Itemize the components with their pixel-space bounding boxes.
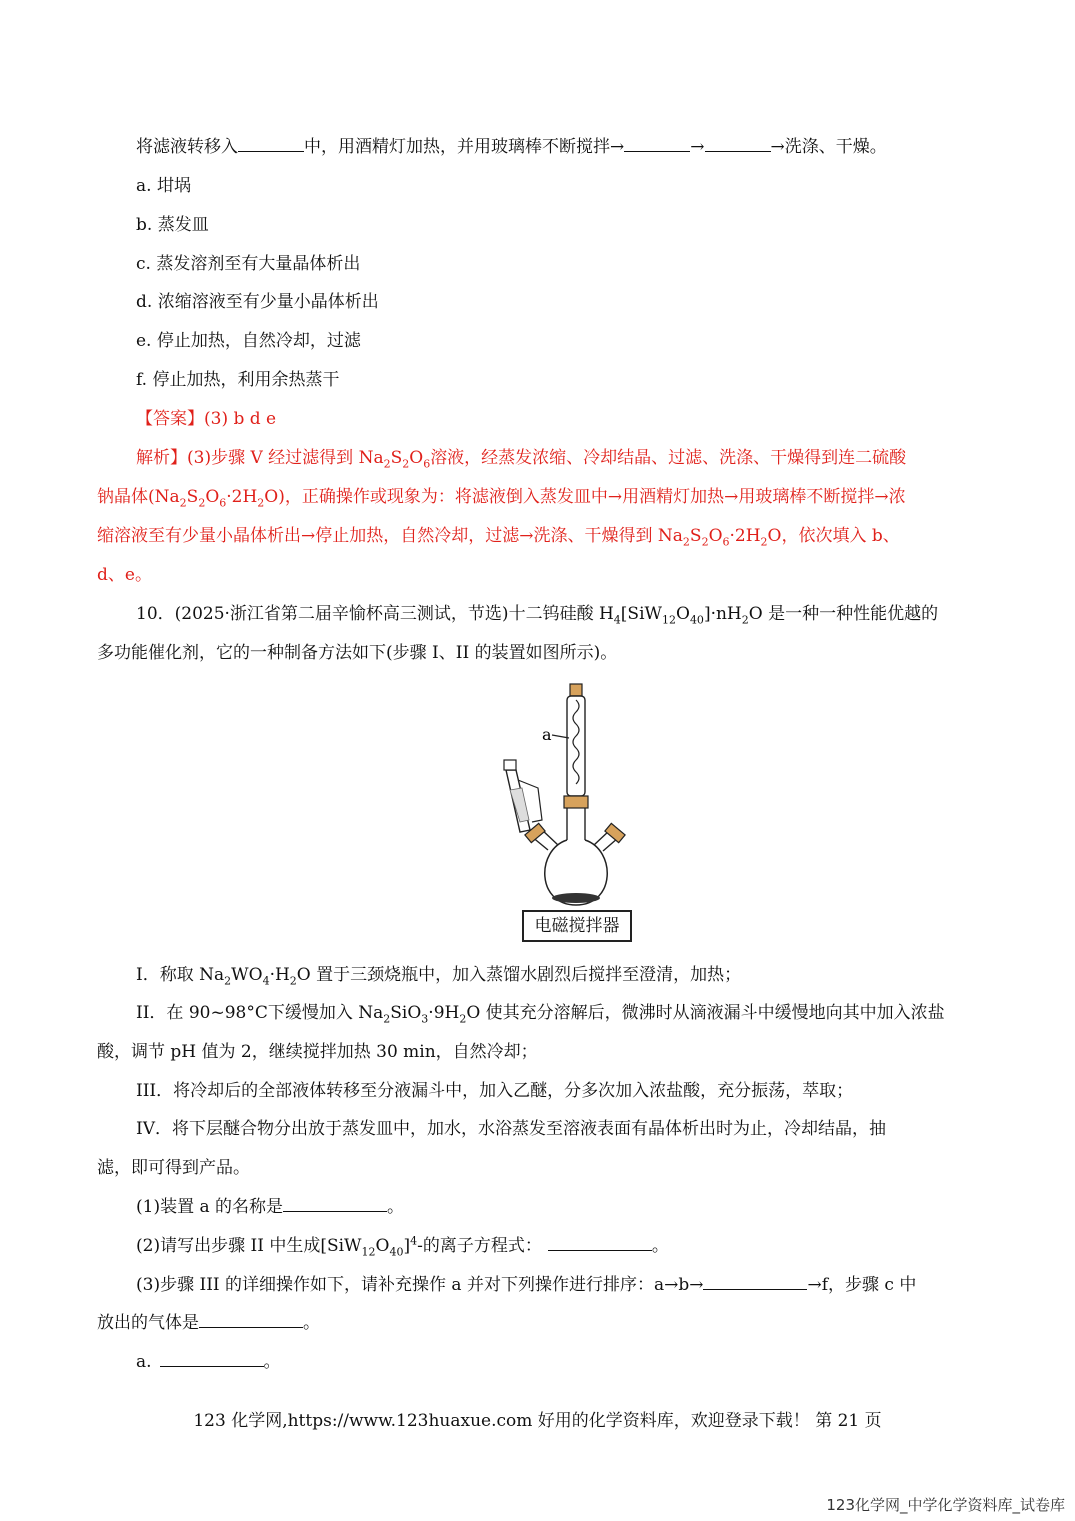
step-2-line-2: 酸，调节 pH 值为 2，继续搅拌加热 30 min，自然冷却； <box>97 1042 538 1062</box>
text: O <box>676 604 690 624</box>
subscript: 2 <box>179 496 187 510</box>
label-a: a <box>542 725 552 744</box>
option-a: a. 坩埚 <box>136 176 191 196</box>
subscript: 40 <box>389 1245 404 1259</box>
subscript: 2 <box>760 535 768 549</box>
watermark: 123化学网_中学化学资料库_试卷库 <box>826 1496 1065 1514</box>
text: II．在 90~98°C下缓慢加入 Na <box>136 1003 384 1023</box>
subscript: 2 <box>383 457 391 471</box>
option-b: b. 蒸发皿 <box>136 215 209 235</box>
text: ·H <box>269 965 290 985</box>
subquestion-1 <box>136 1195 404 1219</box>
text: → <box>690 137 705 157</box>
text: 10．(2025·浙江省第二届辛愉杯高三测试，节选)十二钨硅酸 H <box>136 604 614 624</box>
subscript: 12 <box>361 1245 376 1259</box>
analysis-line-3: 缩溶液至有少量小晶体析出→停止加热，自然冷却，过滤→洗涤、干燥得到 $Na_2S_2O_6\cdot 2H_2O$，依次填入 b、 <box>97 526 900 549</box>
text: 。 <box>651 1236 669 1256</box>
subscript: 2 <box>383 1012 391 1026</box>
step-2-line-1 <box>136 1001 945 1025</box>
option-e: e. 停止加热，自然冷却，过滤 <box>136 331 361 351</box>
question-10-line-2: 多功能催化剂，它的一种制备方法如下(步骤 I、II 的装置如图所示)。 <box>97 643 618 663</box>
blank <box>705 135 771 152</box>
subscript: 6 <box>722 535 730 549</box>
text: I．称取 Na <box>136 965 225 985</box>
analysis-line-1: 解析】(3)步骤 V 经过滤得到 $Na_2S_2O_6$溶液，经蒸发浓缩、冷却结晶、过滤、洗涤、干燥得到连二硫酸 <box>136 448 907 471</box>
question-10-line-1 <box>136 602 938 626</box>
step-4-line-1: IV．将下层醚合物分出放于蒸发皿中，加水，水浴蒸发至溶液表面有晶体析出时为止，冷却结晶，抽 <box>136 1119 886 1139</box>
subscript: 3 <box>421 1012 429 1026</box>
blank <box>160 1350 264 1367</box>
subquestion-2 <box>136 1234 669 1258</box>
subscript: 2 <box>289 974 297 988</box>
subscript: 2 <box>741 613 749 627</box>
step-1 <box>136 963 741 987</box>
funnel-liquid <box>510 788 529 822</box>
text: 将滤液转移入 <box>136 137 238 157</box>
magnetic-stirrer-label: 电磁搅拌器 <box>522 910 632 942</box>
text: (2)请写出步骤 II 中生成[SiW <box>136 1236 362 1256</box>
option-f: f. 停止加热，利用余热蒸干 <box>136 370 340 390</box>
subscript: 2 <box>257 496 265 510</box>
step-4-line-2: 滤，即可得到产品。 <box>97 1158 250 1178</box>
subscript: 6 <box>423 457 431 471</box>
text: 。 <box>387 1197 405 1217</box>
subscript: 40 <box>689 613 704 627</box>
subscript: 12 <box>662 613 676 627</box>
funnel-stopper <box>504 760 516 770</box>
text: ·2H <box>226 487 258 507</box>
text: a. <box>136 1352 152 1372</box>
right-stopper <box>605 823 625 842</box>
stopper <box>570 684 582 696</box>
text: 。 <box>263 1352 281 1372</box>
blank <box>703 1273 807 1290</box>
text: 缩溶液至有少量小晶体析出→停止加热，自然冷却，过滤→洗涤、干燥得到 Na <box>97 526 683 546</box>
stir-bar <box>552 893 600 903</box>
text: (3)步骤 III 的详细操作如下，请补充操作 a 并对下列操作进行排序：a→b→ <box>136 1275 704 1295</box>
text: 解析】(3)步骤 V 经过滤得到 Na <box>136 448 384 468</box>
operation-a <box>136 1350 281 1374</box>
text: ] <box>403 1236 411 1256</box>
blank <box>199 1311 303 1328</box>
subquestion-3-line-1 <box>136 1273 916 1297</box>
text: ·9H <box>428 1003 460 1023</box>
subscript: 2 <box>198 496 206 510</box>
subscript: 2 <box>682 535 690 549</box>
fill-in-line-1 <box>136 135 887 159</box>
option-c: c. 蒸发溶剂至有大量晶体析出 <box>136 254 361 274</box>
option-d: d. 浓缩溶液至有少量小晶体析出 <box>136 292 379 312</box>
text: 。 <box>303 1313 320 1333</box>
text: O)，正确操作或现象为：将滤液倒入蒸发皿中→用酒精灯加热→用玻璃棒不断搅拌→浓 <box>264 487 906 507</box>
text: O 使其充分溶解后，微沸时从滴液漏斗中缓慢地向其中加入浓盐 <box>466 1003 945 1023</box>
text: →f，步骤 c 中 <box>807 1275 917 1295</box>
three-neck-flask-apparatus-figure <box>496 680 646 910</box>
blank <box>283 1195 387 1212</box>
text: -的离子方程式： <box>417 1236 542 1256</box>
analysis-line-4: d、e。 <box>97 565 152 585</box>
center-stopper <box>564 796 588 808</box>
condenser-a <box>567 696 585 796</box>
text: 放出的气体是 <box>97 1313 199 1333</box>
text: ]·nH <box>703 604 742 624</box>
subscript: 2 <box>701 535 709 549</box>
text: SiO <box>390 1003 422 1023</box>
text: O <box>375 1236 390 1256</box>
text: →洗涤、干燥。 <box>770 137 887 157</box>
page-footer: 123 化学网,https://www.123huaxue.com 好用的化学资料库，欢迎登录下载！ 第 21 页 <box>193 1411 882 1431</box>
subquestion-3-line-2 <box>97 1311 320 1335</box>
subscript: 2 <box>224 974 232 988</box>
text: WO <box>231 965 263 985</box>
text: 钠晶体(Na <box>97 487 180 507</box>
blank <box>238 135 304 152</box>
text: O 是一种一种性能优越的 <box>748 604 939 624</box>
superscript: 4 <box>410 1234 418 1248</box>
analysis-line-2: 钠晶体$(Na_2S_2O_6\cdot 2H_2O)$，正确操作或现象为：将滤液倒入蒸发皿中→用酒精灯加热→用玻璃棒不断搅拌→浓 <box>97 487 906 510</box>
text: (1)装置 a 的名称是 <box>136 1197 284 1217</box>
subscript: 4 <box>262 974 270 988</box>
text: 中，用酒精灯加热，并用玻璃棒不断搅拌→ <box>304 137 625 157</box>
text: 溶液，经蒸发浓缩、冷却结晶、过滤、洗涤、干燥得到连二硫酸 <box>430 448 907 468</box>
subscript: 2 <box>459 1012 467 1026</box>
blank <box>548 1234 652 1251</box>
text: O，依次填入 b、 <box>767 526 900 546</box>
step-3: III．将冷却后的全部液体转移至分液漏斗中，加入乙醚，分多次加入浓盐酸，充分振荡，萃取； <box>136 1081 854 1101</box>
subscript: 2 <box>402 457 410 471</box>
text: ·2H <box>729 526 761 546</box>
text: O 置于三颈烧瓶中，加入蒸馏水剧烈后搅拌至澄清，加热； <box>296 965 742 985</box>
center-neck <box>567 808 585 840</box>
answer: 【答案】(3) b d e <box>136 409 277 429</box>
subscript: 4 <box>613 613 621 627</box>
text: [SiW <box>620 604 662 624</box>
blank <box>624 135 690 152</box>
subscript: 6 <box>219 496 227 510</box>
